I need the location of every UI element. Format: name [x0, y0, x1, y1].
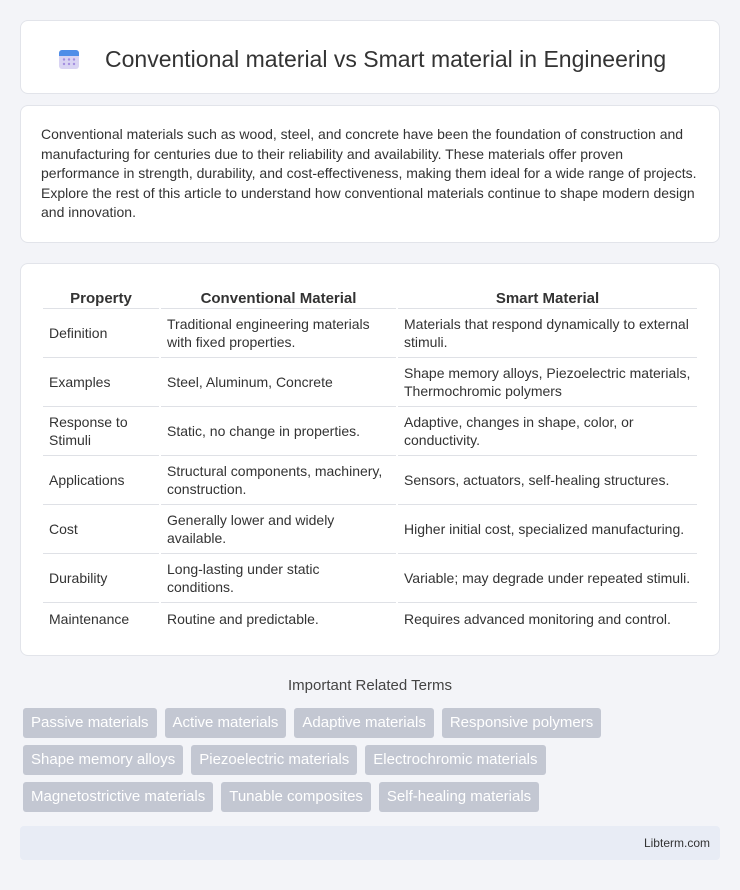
- intro-card: [20, 105, 720, 243]
- cell-conventional: Steel, Aluminum, Concrete: [161, 358, 396, 407]
- tag-adaptive-materials[interactable]: Adaptive materials: [294, 708, 433, 738]
- cell-smart: Materials that respond dynamically to external stimuli.: [398, 309, 697, 358]
- cell-conventional: Long-lasting under static conditions.: [161, 554, 396, 603]
- table-row: [43, 407, 697, 456]
- comparison-table: [41, 284, 699, 635]
- tag-active-materials[interactable]: Active materials: [165, 708, 287, 738]
- cell-property: Applications: [43, 456, 159, 505]
- header-property: Property: [43, 284, 159, 309]
- table-row: [43, 456, 697, 505]
- cell-property: Definition: [43, 309, 159, 358]
- intro-paragraph: Conventional materials such as wood, steel, and concrete have been the foundation of construction and manufacturing for centuries due to their reliability and availability. These materials offer proven performance in strength, durability, and cost-effectiveness, making them ideal for a wide range of projects. Explore the rest of this article to understand how conventional materials continue to shape modern design and innovation.: [41, 126, 697, 221]
- cell-smart: Requires advanced monitoring and control.: [404, 611, 671, 627]
- cell-property: Examples: [43, 358, 159, 407]
- table-row: [43, 505, 697, 554]
- calendar-icon: [57, 47, 81, 71]
- cell-smart: Adaptive, changes in shape, color, or conductivity.: [398, 407, 697, 456]
- tag-electrochromic-materials[interactable]: Electrochromic materials: [365, 745, 545, 775]
- tag-row: [23, 745, 723, 775]
- title-card: [20, 20, 720, 94]
- table-row: [43, 603, 697, 635]
- related-terms-heading: Important Related Terms: [288, 677, 452, 694]
- header-smart: Smart Material: [398, 284, 697, 309]
- cell-smart: Higher initial cost, specialized manufacturing.: [398, 505, 697, 554]
- footer: [20, 826, 720, 860]
- tag-piezoelectric-materials[interactable]: Piezoelectric materials: [191, 745, 357, 775]
- cell-smart: Shape memory alloys, Piezoelectric materials, Thermochromic polymers: [398, 358, 697, 407]
- page-title: Conventional material vs Smart material in Engineering: [105, 46, 667, 72]
- cell-conventional: Static, no change in properties.: [161, 407, 396, 456]
- tag-magnetostrictive-materials[interactable]: Magnetostrictive materials: [23, 782, 213, 812]
- tag-self-healing-materials[interactable]: Self-healing materials: [379, 782, 539, 812]
- cell-smart: Sensors, actuators, self-healing structures.: [398, 456, 697, 505]
- cell-conventional: Structural components, machinery, construction.: [161, 456, 396, 505]
- comparison-card: [20, 263, 720, 656]
- cell-conventional: Generally lower and widely available.: [161, 505, 396, 554]
- tag-passive-materials[interactable]: Passive materials: [23, 708, 157, 738]
- footer-site-link[interactable]: Libterm.com: [643, 836, 710, 850]
- cell-conventional: Traditional engineering materials with fixed properties.: [161, 309, 396, 358]
- tag-row: [23, 708, 723, 738]
- cell-property: Cost: [43, 505, 159, 554]
- tag-shape-memory-alloys[interactable]: Shape memory alloys: [23, 745, 183, 775]
- related-terms-list: [23, 708, 723, 819]
- cell-property: Maintenance: [49, 611, 130, 627]
- tag-responsive-polymers[interactable]: Responsive polymers: [442, 708, 601, 738]
- table-header-row: [43, 284, 697, 309]
- cell-property: Durability: [43, 554, 159, 603]
- cell-conventional: Routine and predictable.: [167, 611, 319, 627]
- cell-smart: Variable; may degrade under repeated stimuli.: [398, 554, 697, 603]
- table-row: [43, 358, 697, 407]
- tag-row: [23, 782, 723, 812]
- table-row: [43, 554, 697, 603]
- table-row: [43, 309, 697, 358]
- tag-tunable-composites[interactable]: Tunable composites: [221, 782, 371, 812]
- header-conventional: Conventional Material: [161, 284, 396, 309]
- cell-property: Response to Stimuli: [43, 407, 159, 456]
